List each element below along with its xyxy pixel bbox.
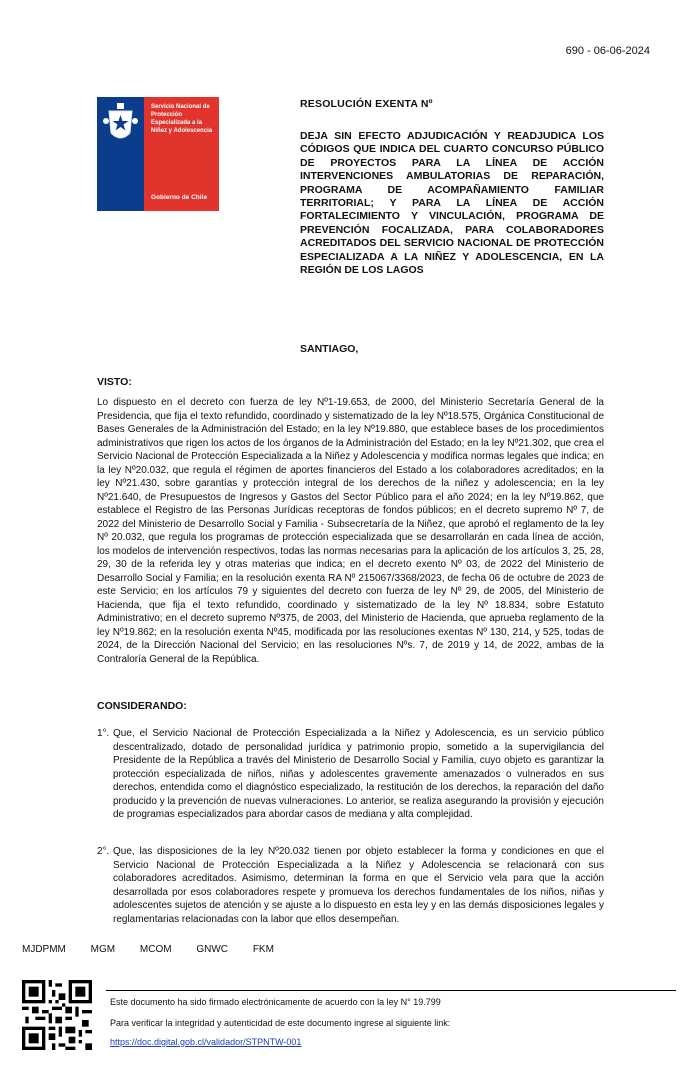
signature-notice: Este documento ha sido firmado electrónicamente de acuerdo con la ley N° 19.799 xyxy=(110,997,441,1007)
logo-blue-block xyxy=(97,97,144,211)
verification-instructions: Para verificar la integridad y autenticidad de este documento ingrese al siguiente link: xyxy=(110,1018,451,1028)
logo-agency-name: Servicio Nacional de Protección Especializada a la Niñez y Adolescencia xyxy=(151,104,213,134)
initials: GNWC xyxy=(196,944,229,955)
considerando-heading: CONSIDERANDO: xyxy=(97,700,187,712)
coat-of-arms-icon xyxy=(97,97,144,157)
agency-logo xyxy=(97,97,219,211)
item-number: 2°. xyxy=(97,846,110,857)
initials: FKM xyxy=(252,944,274,955)
item-number: 1°. xyxy=(97,728,110,739)
folio-number: 690 - 06-06-2024 xyxy=(565,45,650,57)
initials-row xyxy=(22,944,296,955)
visto-body: Lo dispuesto en el decreto con fuerza de ley Nº1-19.653, de 2000, del Ministerio Secretaría General de la Presidencia, que fija el texto refundido, coordinado y sistematizado de la ley Nº18.575, Orgánica Constitucional de Bases Generales de la Administración del Estado; en la ley Nº19.880, que establece bases de los procedimientos administrativos que rigen los actos de los órganos de la Administración del Estado; en la ley Nº21.302, que crea el Servicio Nacional de Protección Especializada a la Niñez y Adolescencia y modifica normas legales que indica; en la ley Nº20.032, que regula el régimen de aportes financieros del Estado a los colaboradores acreditados; en la ley Nº21.430, sobre garantías y protección integral de los derechos de la niñez y adolescencia; en la ley Nº21.640, de Presupuestos de Ingresos y Gastos del Sector Público para el año 2024; en la ley Nº19.862, que establece el Registro de las Personas Jurídicas receptoras de fondos públicos; en el decreto supremo Nº 7, de 2022 del Ministerio de Desarrollo Social y Familia - Subsecretaría de la Niñez, que aprobó el reglamento de la ley Nº 20.032, que regula los programas de protección especializada que se desarrollarán en cada línea de acción, los modelos de intervención respectivos, todas las normas necesarias para la aplicación de los artículos 3, 25, 28, 29, 30 de la referida ley y otras materias que indica; en el decreto exento Nº 03, de 2022 del Ministerio de Desarrollo Social y Familia; en la resolución exenta RA Nº 215067/3368/2023, de fecha 06 de octubre de 2023 de este Servicio; en los artículos 79 y siguientes del decreto con fuerza de ley Nº 29, de 2005, del Ministerio de Hacienda, que fija el texto refundido, coordinado y sistematizado de la ley Nº 18.834, sobre Estatuto Administrativo; en el decreto supremo Nº375, de 2003, del Ministerio de Hacienda, que aprueba reglamento de la ley Nº19.862; en la resolución exenta Nº45, modificada por las resoluciones exentas Nº 130, 214, y 525, todas de 2024, de la Dirección Nacional del Servicio; en las resoluciones Nºs. 7, de 2019 y 14, de 2022, ambas de la Contraloría General de la República. xyxy=(97,397,604,665)
considerando-item-2 xyxy=(97,845,604,926)
logo-government: Gobierno de Chile xyxy=(151,194,207,201)
initials: MJDPMM xyxy=(22,944,66,955)
resolution-title: RESOLUCIÓN EXENTA Nº xyxy=(300,98,433,110)
visto-heading: VISTO: xyxy=(97,376,132,388)
item-text: Que, las disposiciones de la ley Nº20.032 tienen por objeto establecer la forma y condiciones en que el Servicio Nacional de Protección Especializada a la Niñez y Adolescencia se relacionará con sus colaboradores acreditados. Asimismo, determinan la forma en que el Servicio vela para que la acción desarrollada por esos colaboradores respete y promueva los derechos fundamentales de los niños, niñas y adolescentes sujetos de atención y se ajuste a lo dispuesto en esta ley y en las demás disposiciones legales y reglamentarias relacionadas con la labor que ellos desempeñan. xyxy=(113,846,604,925)
signature-divider xyxy=(106,990,676,991)
considerando-item-1 xyxy=(97,727,604,822)
verification-link[interactable]: https://doc.digital.gob.cl/validador/STPNTW-001 xyxy=(110,1037,302,1047)
city-date: SANTIAGO, xyxy=(300,343,359,355)
resolution-subject: DEJA SIN EFECTO ADJUDICACIÓN Y READJUDICA LOS CÓDIGOS QUE INDICA DEL CUARTO CONCURSO PÚBLICO DE PROYECTOS PARA LA LÍNEA DE ACCIÓN INTERVENCIONES AMBULATORIAS DE REPARACIÓN, PROGRAMA DE ACOMPAÑAMIENTO FAMILIAR TERRITORIAL; Y PARA LA LÍNEA DE ACCIÓN FORTALECIMIENTO Y VINCULACIÓN, PROGRAMA DE PREVENCIÓN FOCALIZADA, PARA COLABORADORES ACREDITADOS DEL SERVICIO NACIONAL DE PROTECCIÓN ESPECIALIZADA A LA NIÑEZ Y ADOLESCENCIA, EN LA REGIÓN DE LOS LAGOS xyxy=(300,130,604,277)
initials: MCOM xyxy=(139,944,172,955)
qr-code-icon xyxy=(22,980,92,1050)
item-text: Que, el Servicio Nacional de Protección Especializada a la Niñez y Adolescencia, es un servicio público descentralizado, dotado de personalidad jurídica y patrimonio propio, sometido a la supervigilancia del Presidente de la República a través del Ministerio de Desarrollo Social y Familia, cuyo objeto es garantizar la protección especializada de niños, niñas y adolescentes gravemente amenazados o vulnerados en sus derechos, entendida como el diagnóstico especializado, la restitución de los derechos, la reparación del daño producido y la prevención de nuevas vulneraciones. Lo anterior, se realiza asegurando la provisión y ejecución de programas especializados para abordar casos de mediana y alta complejidad. xyxy=(113,728,604,820)
initials: MGM xyxy=(90,944,116,955)
